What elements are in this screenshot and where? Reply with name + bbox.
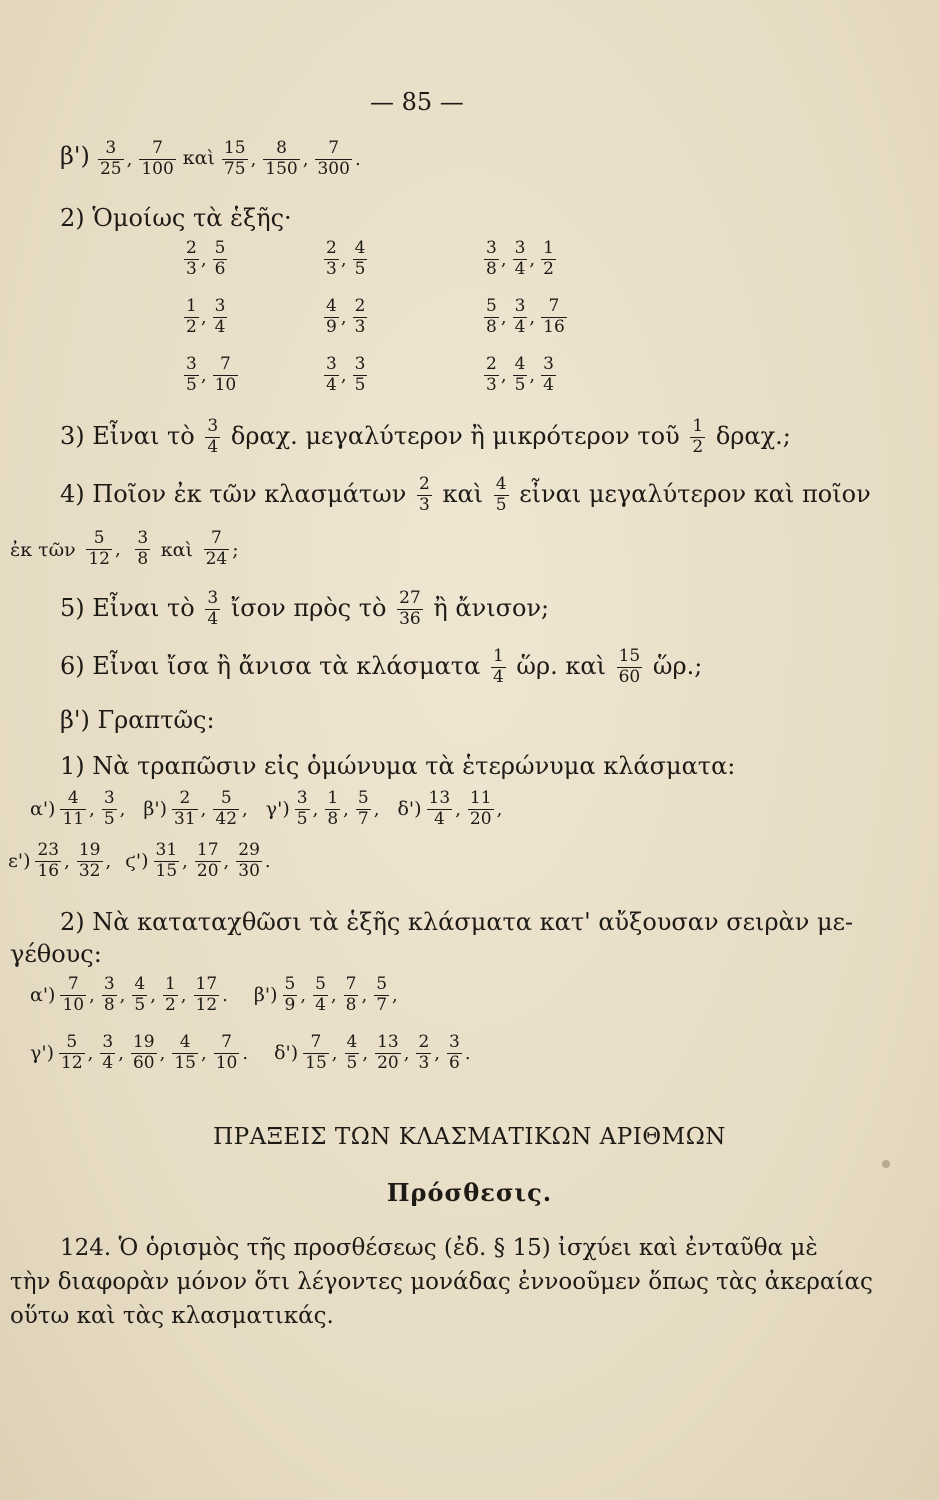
- numerator: 2: [418, 474, 430, 494]
- fraction: [195, 842, 221, 881]
- fraction: [184, 356, 199, 395]
- fraction-group: $\frac{2}{3}$ , $\frac{5}{6}$: [186, 238, 226, 279]
- fraction: [345, 1034, 360, 1073]
- denominator: 12: [88, 548, 110, 569]
- sub-exercise-label: ε'): [8, 850, 31, 873]
- denominator: 8: [486, 258, 497, 279]
- sub-exercise-label: δ'): [274, 1042, 299, 1065]
- fraction: [102, 790, 117, 829]
- numerator: 13: [428, 788, 451, 808]
- fraction: [324, 240, 339, 279]
- item-4-end: ;: [232, 538, 239, 561]
- denominator: 300: [317, 158, 350, 179]
- item-3-text-b: δραχ. μεγαλύτερον ἢ μικρότερον τοῦ: [230, 421, 680, 450]
- denominator: 2: [692, 436, 704, 457]
- numerator: 7: [345, 974, 357, 994]
- denominator: 4: [315, 994, 326, 1015]
- item-5-text-a: 5) Εἶναι τὸ: [60, 593, 195, 622]
- fraction: [204, 530, 230, 569]
- numerator: 4: [514, 354, 526, 374]
- fraction: [60, 790, 86, 829]
- fraction: [690, 418, 705, 457]
- fraction: [172, 1034, 198, 1073]
- numerator: 3: [514, 238, 526, 258]
- denominator: 5: [346, 1052, 358, 1073]
- denominator: 12: [195, 994, 218, 1015]
- denominator: 150: [265, 158, 298, 179]
- sub-exercise-label: γ'): [265, 798, 290, 821]
- denominator: 8: [486, 316, 497, 337]
- fraction: [324, 356, 339, 395]
- fraction: [491, 648, 506, 687]
- numerator: 4: [67, 788, 79, 808]
- item-3-line: [60, 418, 791, 457]
- numerator: 5: [376, 974, 388, 994]
- item-4-text-b: καὶ: [442, 479, 484, 508]
- denominator: 2: [543, 258, 554, 279]
- denominator: 8: [103, 994, 115, 1015]
- numerator: 7: [152, 138, 163, 158]
- item-2-text: 2) Ὁμοίως τὰ ἑξῆς·: [60, 204, 292, 232]
- fraction: [35, 842, 61, 881]
- fraction: [353, 356, 368, 395]
- numerator: 4: [346, 1032, 358, 1052]
- written-exercises-heading: β') Γραπτῶς:: [60, 706, 215, 734]
- sub-exercise-label: γ'): [30, 1042, 54, 1065]
- exercise-w2-row-b: γ') $\frac{5}{12}$ , $\frac{3}{4}$ , $\frac{19}{60}$ , $\frac{4}{15}$ , $\frac{7}{10}$ . δ') $\frac{7}{15}$ , $\frac{4}{5}$ , $\frac{13}{20}$ , $\frac{2}{3}$ , $\frac{3}{6}$ .: [30, 1032, 471, 1073]
- fraction: [222, 140, 248, 179]
- numerator: 19: [78, 840, 101, 860]
- numerator: 3: [186, 354, 197, 374]
- fraction: [513, 356, 528, 395]
- numerator: 7: [211, 528, 222, 548]
- denominator: 5: [514, 374, 526, 395]
- numerator: 1: [327, 788, 339, 808]
- fraction: [325, 790, 340, 829]
- paragraph-line-1: 124. Ὁ ὁρισμὸς τῆς προσθέσεως (ἐδ. § 15) ἰσχύει καὶ ἐνταῦθα μὲ: [60, 1235, 818, 1261]
- fraction: [283, 976, 298, 1015]
- fraction: [353, 240, 368, 279]
- denominator: 5: [354, 258, 366, 279]
- numerator: 7: [328, 138, 340, 158]
- item-6-text-c: ὥρ.;: [652, 651, 703, 680]
- fraction: [100, 1034, 115, 1073]
- item-4-line-1: [60, 476, 871, 515]
- numerator: 3: [207, 588, 219, 608]
- fraction-group: $\frac{3}{5}$ , $\frac{7}{10}$: [186, 354, 237, 395]
- denominator: 9: [326, 316, 337, 337]
- denominator: 11: [62, 808, 85, 829]
- exercise-w2-text: 2) Νὰ καταταχθῶσι τὰ ἑξῆς κλάσματα κατ' αὔξουσαν σειρὰν με-: [60, 908, 854, 936]
- item-4-text-d: ἐκ τῶν: [10, 538, 76, 561]
- fraction: [541, 356, 556, 395]
- fraction: [484, 356, 499, 395]
- denominator: 4: [433, 808, 445, 829]
- denominator: 4: [207, 436, 219, 457]
- fraction: [184, 240, 199, 279]
- item-3-text-a: 3) Εἶναι τὸ: [60, 421, 195, 450]
- fraction: [416, 1034, 431, 1073]
- denominator: 20: [196, 860, 219, 881]
- numerator: 3: [486, 238, 497, 258]
- denominator: 16: [543, 316, 565, 337]
- denominator: 3: [418, 494, 430, 515]
- numerator: 3: [449, 1032, 460, 1052]
- numerator: 2: [418, 1032, 430, 1052]
- numerator: 3: [296, 788, 308, 808]
- fraction: [236, 842, 262, 881]
- denominator: 5: [495, 494, 507, 515]
- denominator: 5: [296, 808, 308, 829]
- fraction: [303, 1034, 329, 1073]
- numerator: 5: [220, 788, 232, 808]
- numerator: 3: [137, 528, 149, 548]
- fraction: [541, 298, 567, 337]
- fraction: [205, 418, 220, 457]
- fraction: [172, 790, 198, 829]
- denominator: 3: [186, 258, 197, 279]
- paragraph-line-2: τὴν διαφορὰν μόνον ὅτι λέγοντες μονάδας ἐννοοῦμεν ὅπως τὰς ἀκεραίας: [10, 1269, 873, 1295]
- numerator: 13: [377, 1032, 399, 1052]
- denominator: 20: [469, 808, 492, 829]
- sub-exercise-label: α'): [30, 798, 56, 821]
- fraction-group: $\frac{3}{4}$ , $\frac{3}{5}$: [326, 354, 366, 395]
- numerator: 7: [219, 354, 231, 374]
- exercise-w1-text: 1) Νὰ τραπῶσιν εἰς ὁμώνυμα τὰ ἑτερώνυμα κλάσματα:: [60, 752, 736, 780]
- item-3-text-c: δραχ.;: [715, 421, 791, 450]
- page-number: — 85 —: [370, 88, 464, 116]
- numerator: 19: [132, 1032, 155, 1052]
- denominator: 12: [61, 1052, 83, 1073]
- fraction: [263, 140, 299, 179]
- fraction: [324, 298, 339, 337]
- numerator: 5: [486, 296, 497, 316]
- fraction: [154, 842, 180, 881]
- end-mark: .: [354, 148, 361, 170]
- numerator: 23: [37, 840, 60, 860]
- denominator: 3: [354, 316, 366, 337]
- denominator: 5: [134, 994, 146, 1015]
- fraction: [132, 976, 147, 1015]
- item-4-text-e: καὶ: [160, 538, 193, 561]
- denominator: 8: [345, 994, 357, 1015]
- denominator: 8: [137, 548, 149, 569]
- numerator: 5: [315, 974, 326, 994]
- numerator: 3: [514, 296, 526, 316]
- denominator: 24: [205, 548, 228, 569]
- numerator: 4: [179, 1032, 191, 1052]
- denominator: 6: [449, 1052, 460, 1073]
- fraction: [397, 590, 423, 629]
- denominator: 15: [305, 1052, 327, 1073]
- item-6-line: [60, 648, 702, 687]
- sub-exercise-label: ϛ'): [125, 850, 149, 873]
- numerator: 3: [354, 354, 366, 374]
- fraction: [205, 590, 220, 629]
- denominator: 7: [357, 808, 369, 829]
- denominator: 100: [141, 158, 174, 179]
- denominator: 9: [284, 994, 296, 1015]
- numerator: 3: [207, 416, 219, 436]
- denominator: 4: [207, 608, 219, 629]
- denominator: 30: [238, 860, 260, 881]
- denominator: 3: [486, 374, 497, 395]
- fraction: [131, 1034, 157, 1073]
- numerator: 7: [67, 974, 79, 994]
- exercise-w1-row-2: ε') $\frac{23}{16}$ , $\frac{19}{32}$ , ϛ') $\frac{31}{15}$ , $\frac{17}{20}$ , $\frac{29}{30}$ .: [8, 840, 271, 881]
- numerator: 15: [223, 138, 246, 158]
- fraction: [135, 530, 150, 569]
- denominator: 60: [132, 1052, 155, 1073]
- denominator: 4: [514, 258, 526, 279]
- fraction: [213, 298, 228, 337]
- item-4-text-a: 4) Ποῖον ἐκ τῶν κλασμάτων: [60, 479, 407, 508]
- denominator: 15: [174, 1052, 196, 1073]
- fraction: [374, 976, 389, 1015]
- denominator: 16: [37, 860, 60, 881]
- fraction: [77, 842, 103, 881]
- section-title: ΠΡΑΞΕΙΣ ΤΩΝ ΚΛΑΣΜΑΤΙΚΩΝ ΑΡΙΘΜΩΝ: [213, 1124, 726, 1150]
- fraction: [86, 530, 112, 569]
- item-6-text-a: 6) Εἶναι ἴσα ἢ ἄνισα τὰ κλάσματα: [60, 651, 481, 680]
- denominator: 5: [354, 374, 366, 395]
- numerator: 7: [548, 296, 560, 316]
- numerator: 29: [238, 840, 260, 860]
- fraction: [484, 240, 499, 279]
- fraction: [313, 976, 328, 1015]
- fraction: [344, 976, 359, 1015]
- denominator: 5: [103, 808, 115, 829]
- numerator: 4: [495, 474, 507, 494]
- item-5-line: [60, 590, 549, 629]
- denominator: 4: [102, 1052, 114, 1073]
- item-4-text-c: εἶναι μεγαλύτερον καὶ ποῖον: [519, 479, 871, 508]
- numerator: 5: [214, 238, 226, 258]
- fraction: [375, 1034, 401, 1073]
- fraction: [213, 356, 239, 395]
- fraction: [353, 298, 368, 337]
- sub-exercise-label: α'): [30, 984, 56, 1007]
- denominator: 10: [62, 994, 85, 1015]
- fraction-group: $\frac{2}{3}$ , $\frac{4}{5}$: [326, 238, 366, 279]
- fraction: [102, 976, 117, 1015]
- numerator: 3: [103, 788, 115, 808]
- fraction: [295, 790, 310, 829]
- fraction: [194, 976, 220, 1015]
- numerator: 1: [186, 296, 197, 316]
- fraction: [60, 976, 86, 1015]
- denominator: 60: [618, 666, 641, 687]
- fraction-group: $\frac{2}{3}$ , $\frac{4}{5}$ , $\frac{3}{4}$: [486, 354, 554, 395]
- numerator: 5: [357, 788, 369, 808]
- fraction: [417, 476, 432, 515]
- fraction: [163, 976, 178, 1015]
- fraction: [484, 298, 499, 337]
- denominator: 32: [78, 860, 101, 881]
- denominator: 20: [377, 1052, 399, 1073]
- denominator: 2: [164, 994, 176, 1015]
- numerator: 7: [221, 1032, 232, 1052]
- numerator: 3: [103, 974, 115, 994]
- fraction: [513, 240, 528, 279]
- numerator: 1: [164, 974, 176, 994]
- fraction: [468, 790, 494, 829]
- fraction-group: $\frac{5}{8}$ , $\frac{3}{4}$ , $\frac{7}{16}$: [486, 296, 565, 337]
- denominator: 4: [214, 316, 226, 337]
- subsection-title: Πρόσθεσις.: [386, 1178, 553, 1207]
- fraction: [494, 476, 509, 515]
- denominator: 4: [543, 374, 554, 395]
- numerator: 4: [134, 974, 146, 994]
- numerator: 2: [326, 238, 337, 258]
- numerator: 2: [179, 788, 191, 808]
- numerator: 8: [276, 138, 287, 158]
- exercise-w2-row-a: α') $\frac{7}{10}$ , $\frac{3}{8}$ , $\frac{4}{5}$ , $\frac{1}{2}$ , $\frac{17}{12}$ . β') $\frac{5}{9}$ , $\frac{5}{4}$ , $\frac{7}{8}$ , $\frac{5}{7}$ ,: [30, 974, 398, 1015]
- numerator: 2: [354, 296, 366, 316]
- item-5-text-c: ἢ ἄνισον;: [433, 593, 550, 622]
- denominator: 4: [514, 316, 526, 337]
- fraction: [213, 790, 239, 829]
- denominator: 8: [327, 808, 339, 829]
- denominator: 3: [418, 1052, 430, 1073]
- item-6-text-b: ὥρ. καὶ: [516, 651, 606, 680]
- denominator: 4: [326, 374, 337, 395]
- numerator: 3: [102, 1032, 114, 1052]
- fraction: [98, 140, 124, 179]
- denominator: 42: [215, 808, 238, 829]
- numerator: 2: [486, 354, 497, 374]
- fraction: [617, 648, 643, 687]
- numerator: 3: [214, 296, 226, 316]
- exercise-w2-text-2: γέθους:: [10, 940, 102, 968]
- fraction-group: $\frac{4}{9}$ , $\frac{2}{3}$: [326, 296, 366, 337]
- numerator: 2: [186, 238, 197, 258]
- conjunction: καὶ: [182, 146, 215, 169]
- numerator: 3: [105, 138, 117, 158]
- numerator: 1: [692, 416, 704, 436]
- fraction: [213, 240, 228, 279]
- paragraph-line-3: οὕτω καὶ τὰς κλασματικάς.: [10, 1303, 334, 1329]
- denominator: 7: [376, 994, 388, 1015]
- fraction: [139, 140, 175, 179]
- sub-exercise-label: β'): [253, 984, 278, 1007]
- denominator: 25: [99, 158, 122, 179]
- numerator: 4: [354, 238, 366, 258]
- numerator: 1: [543, 238, 554, 258]
- fraction: [427, 790, 453, 829]
- sub-exercise-label: δ'): [397, 798, 422, 821]
- numerator: 15: [618, 646, 641, 666]
- denominator: 4: [492, 666, 504, 687]
- fraction-group: $\frac{3}{8}$ , $\frac{3}{4}$ , $\frac{1}{2}$: [486, 238, 554, 279]
- denominator: 5: [186, 374, 197, 395]
- denominator: 2: [186, 316, 197, 337]
- denominator: 36: [399, 608, 421, 629]
- denominator: 6: [214, 258, 226, 279]
- denominator: 15: [155, 860, 178, 881]
- fraction: [447, 1034, 462, 1073]
- numerator: 11: [469, 788, 492, 808]
- exercise-beta-line: β') $\frac{3}{25}$ , $\frac{7}{100}$ καὶ $\frac{15}{75}$ , $\frac{8}{150}$ , $\frac{7}{300}$ .: [60, 138, 361, 179]
- numerator: 5: [284, 974, 296, 994]
- denominator: 3: [326, 258, 337, 279]
- item-5-text-b: ἴσον πρὸς τὸ: [230, 593, 387, 622]
- fraction: [513, 298, 528, 337]
- numerator: 17: [195, 974, 218, 994]
- denominator: 10: [214, 374, 237, 395]
- numerator: 4: [326, 296, 337, 316]
- exercise-label: β'): [60, 141, 90, 170]
- numerator: 5: [66, 1032, 78, 1052]
- fraction: [184, 298, 199, 337]
- fraction-group: $\frac{1}{2}$ , $\frac{3}{4}$: [186, 296, 226, 337]
- fraction: [356, 790, 371, 829]
- denominator: 10: [215, 1052, 238, 1073]
- numerator: 3: [326, 354, 337, 374]
- fraction: [59, 1034, 85, 1073]
- denominator: 75: [223, 158, 246, 179]
- exercise-w1-row-1: α') $\frac{4}{11}$ , $\frac{3}{5}$ , β') $\frac{2}{31}$ , $\frac{5}{42}$ , γ') $\frac{3}{5}$ , $\frac{1}{8}$ , $\frac{5}{7}$ , δ') $\frac{13}{4}$ , $\frac{11}{20}$ ,: [30, 788, 503, 829]
- numerator: 17: [196, 840, 219, 860]
- numerator: 7: [310, 1032, 322, 1052]
- paper-blemish: [882, 1160, 890, 1168]
- item-4-line-2: ἐκ τῶν $\frac{5}{12}$ , $\frac{3}{8}$ καὶ $\frac{7}{24}$ ;: [10, 528, 239, 569]
- sub-exercise-label: β'): [143, 798, 168, 821]
- fraction: [315, 140, 351, 179]
- numerator: 3: [543, 354, 554, 374]
- denominator: 31: [174, 808, 196, 829]
- numerator: 31: [155, 840, 178, 860]
- numerator: 27: [399, 588, 421, 608]
- numerator: 5: [93, 528, 105, 548]
- fraction: [214, 1034, 240, 1073]
- numerator: 1: [492, 646, 504, 666]
- fraction: [541, 240, 556, 279]
